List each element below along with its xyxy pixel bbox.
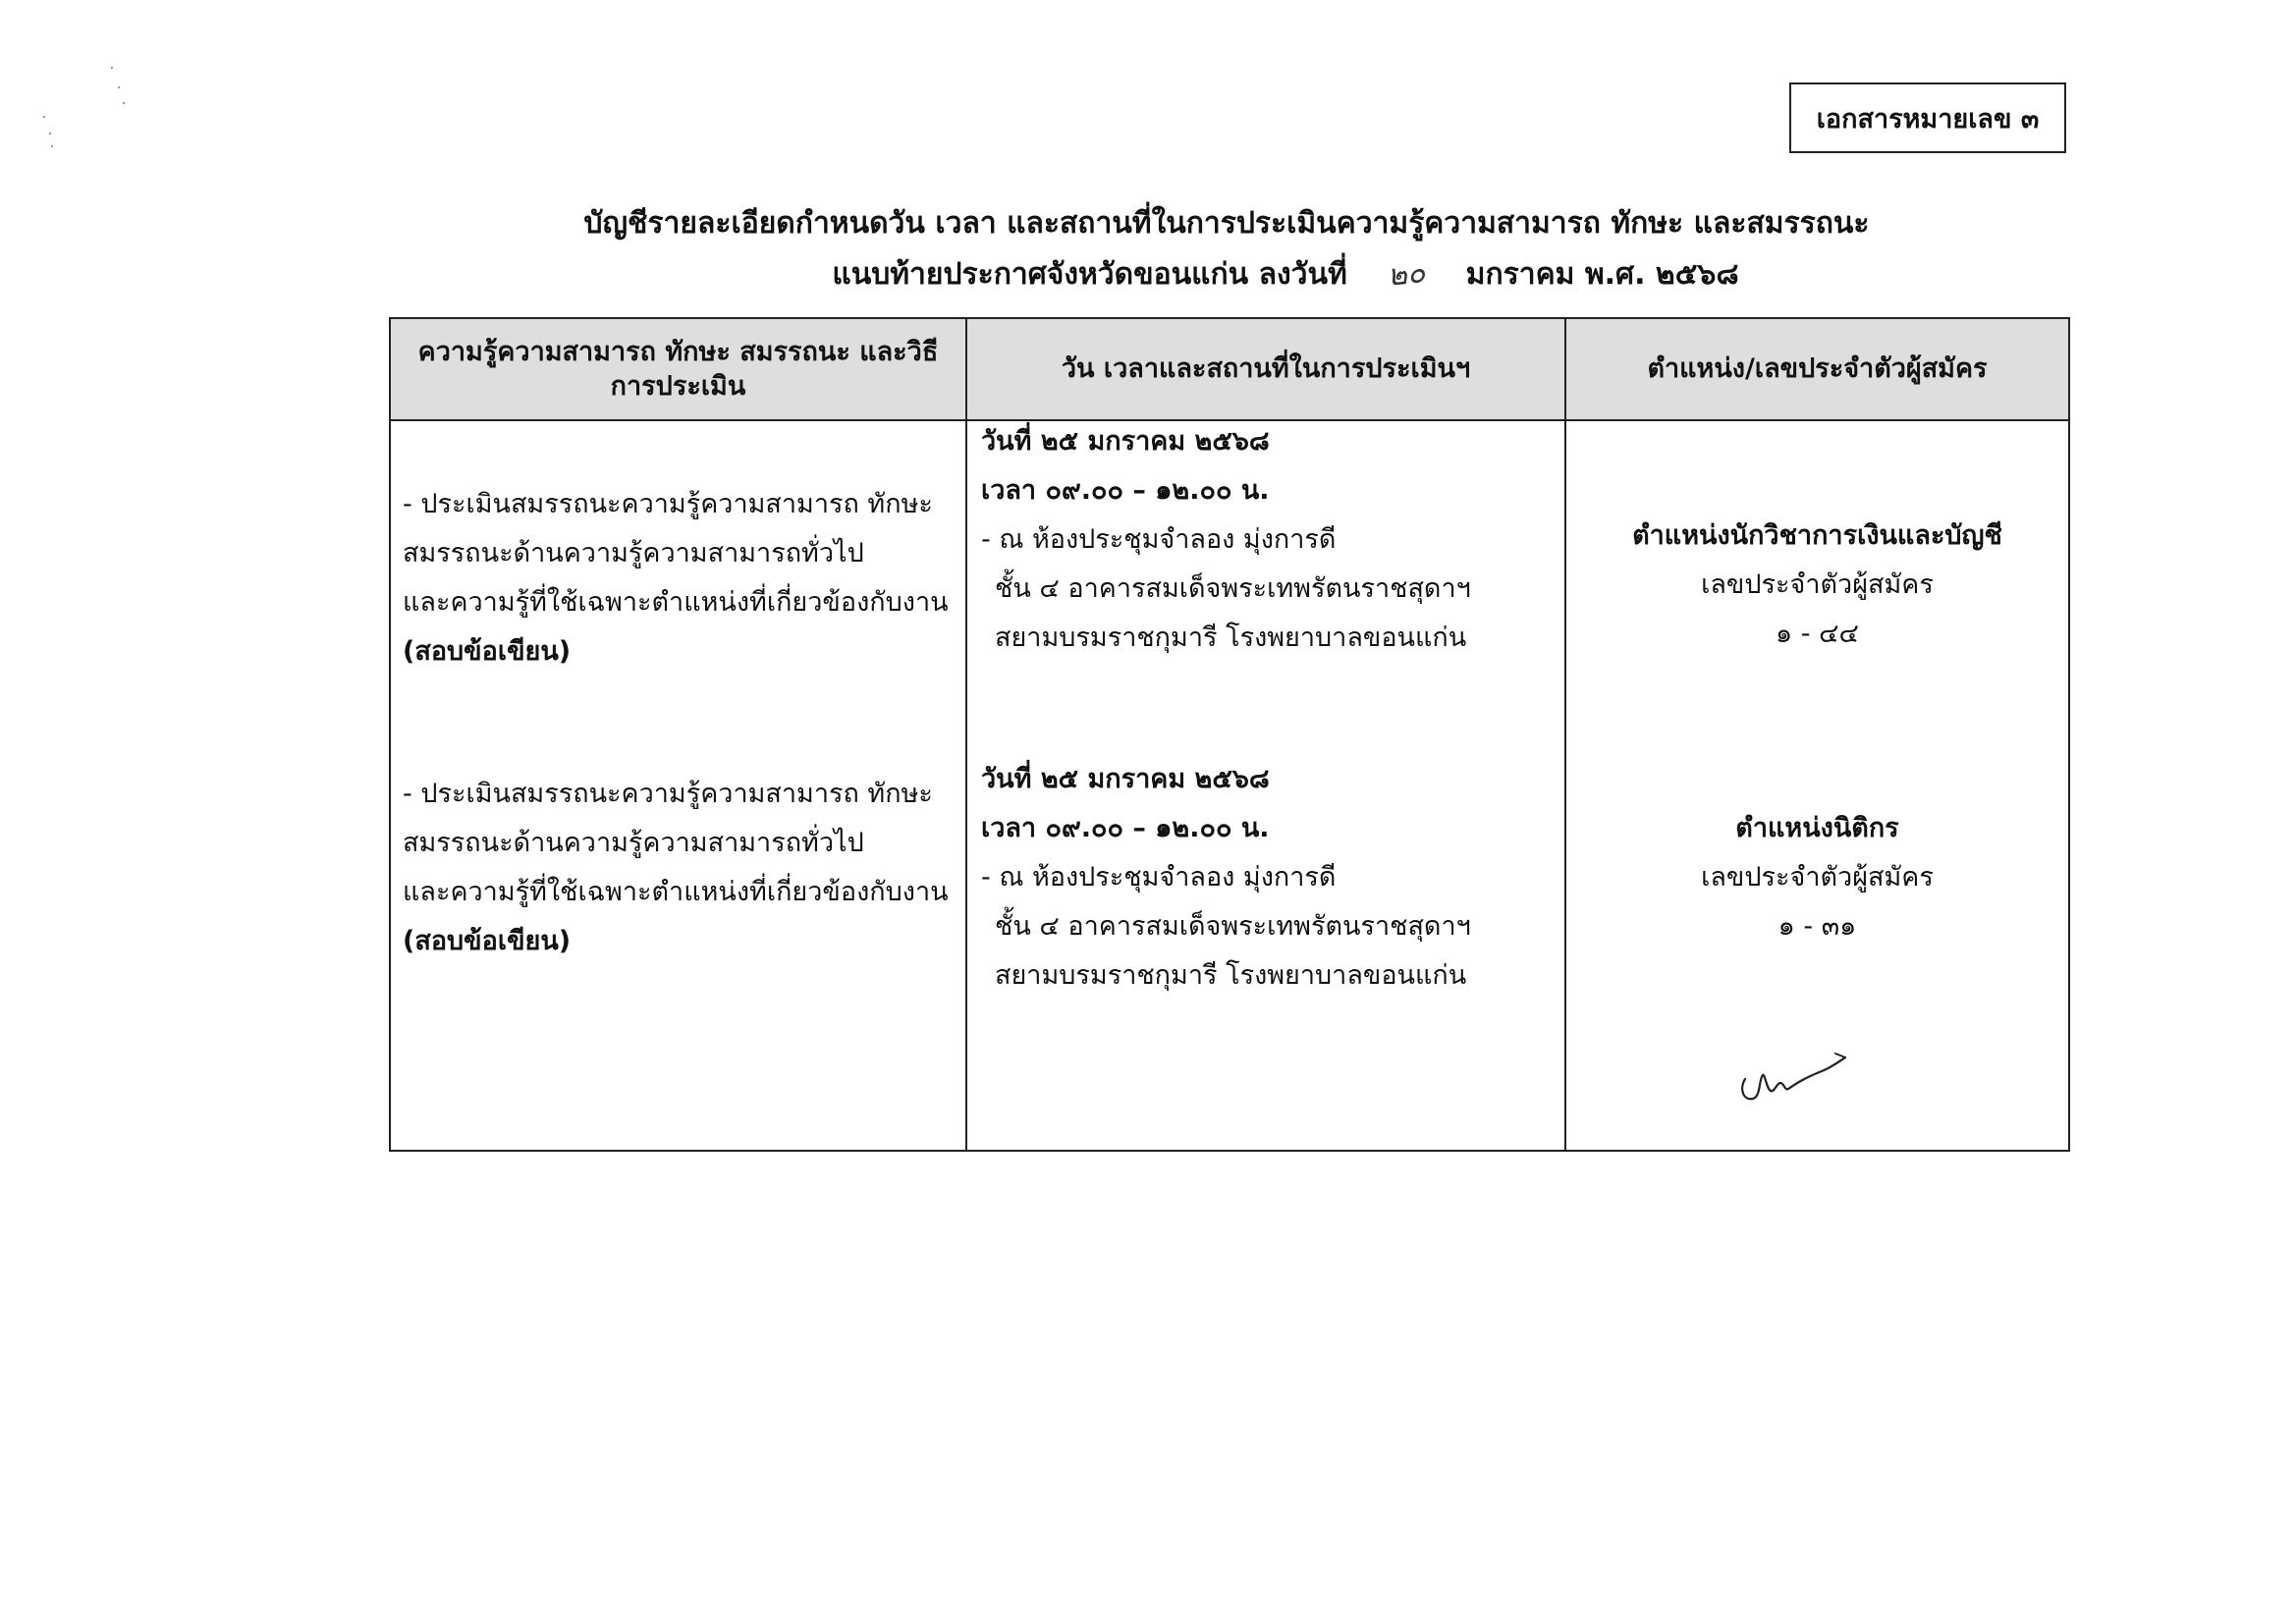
column-header-assessment: ความรู้ความสามารถ ทักษะ สมรรถนะ และวิธีการประเมิน xyxy=(390,318,966,420)
schedule-item-1: วันที่ ๒๕ มกราคม ๒๕๖๘ เวลา ๐๙.๐๐ – ๑๒.๐๐ น. - ณ ห้องประชุมจำลอง มุ่งการดี ชั้น ๔ อาคารสมเด็จพระเทพรัตนราชสุดาฯ สยามบรมราชกุมารี โรงพยาบาลขอนแก่น xyxy=(981,417,1471,663)
scan-speck xyxy=(111,67,113,69)
table-header-row xyxy=(390,318,2069,420)
schedule-table xyxy=(389,317,2070,1152)
position-title-2: ตำแหน่งนิติกร xyxy=(1735,813,1899,843)
position-cell xyxy=(1565,420,2069,1151)
column-header-schedule: วัน เวลาและสถานที่ในการประเมินฯ xyxy=(966,318,1565,420)
schedule-date-2: วันที่ ๒๕ มกราคม ๒๕๖๘ xyxy=(981,764,1270,794)
scan-speck xyxy=(49,133,51,135)
assessment-method-1: (สอบข้อเขียน) xyxy=(403,636,572,667)
schedule-time-1: เวลา ๐๙.๐๐ – ๑๒.๐๐ น. xyxy=(981,475,1270,506)
column-header-position: ตำแหน่ง/เลขประจำตัวผู้สมัคร xyxy=(1565,318,2069,420)
schedule-date-1: วันที่ ๒๕ มกราคม ๒๕๖๘ xyxy=(981,426,1270,457)
table-row xyxy=(390,420,2069,1151)
scan-speck xyxy=(51,145,53,147)
scan-speck xyxy=(43,116,45,118)
page-subtitle xyxy=(137,251,2296,298)
schedule-item-2: วันที่ ๒๕ มกราคม ๒๕๖๘ เวลา ๐๙.๐๐ – ๑๒.๐๐ น. - ณ ห้องประชุมจำลอง มุ่งการดี ชั้น ๔ อาคารสมเด็จพระเทพรัตนราชสุดาฯ สยามบรมราชกุมารี โรงพยาบาลขอนแก่น xyxy=(981,755,1471,1001)
assessment-item-2: - ประเมินสมรรถนะความรู้ความสามารถ ทักษะ สมรรถนะด้านความรู้ความสามารถทั่วไป และความรู้ที่ใช้เฉพาะตำแหน่งที่เกี่ยวข้องกับงาน (สอบข้อเขียน) xyxy=(391,770,949,966)
schedule-place-1: - ณ ห้องประชุมจำลอง มุ่งการดี xyxy=(981,524,1337,555)
handwritten-day: ๒๐ xyxy=(1386,255,1428,294)
schedule-cell xyxy=(966,420,1565,1151)
subtitle-suffix: มกราคม พ.ศ. ๒๕๖๘ xyxy=(1465,257,1739,292)
schedule-time-2: เวลา ๐๙.๐๐ – ๑๒.๐๐ น. xyxy=(981,813,1270,843)
page-title: บัญชีรายละเอียดกำหนดวัน เวลา และสถานที่ในการประเมินความรู้ความสามารถ ทักษะ และสมรรถนะ xyxy=(583,206,1870,241)
subtitle-prefix: แนบท้ายประกาศจังหวัดขอนแก่น ลงวันที่ xyxy=(832,257,1347,292)
document-number: เอกสารหมายเลข ๓ xyxy=(1816,103,2040,135)
signature-mark xyxy=(1733,1050,1851,1109)
applicant-range-2: ๑ - ๓๑ xyxy=(1777,911,1857,942)
schedule-place-2: - ณ ห้องประชุมจำลอง มุ่งการดี xyxy=(981,862,1337,893)
assessment-item-1: - ประเมินสมรรถนะความรู้ความสามารถ ทักษะ สมรรถนะด้านความรู้ความสามารถทั่วไป และความรู้ที่ใช้เฉพาะตำแหน่งที่เกี่ยวข้องกับงาน (สอบข้อเขียน) xyxy=(391,480,949,676)
scan-speck xyxy=(118,86,120,88)
position-item-2: ตำแหน่งนิติกร เลขประจำตัวผู้สมัคร ๑ - ๓๑ xyxy=(1566,804,2068,951)
applicant-range-1: ๑ - ๔๔ xyxy=(1776,619,1859,649)
assessment-method-2: (สอบข้อเขียน) xyxy=(403,926,572,956)
assessment-cell xyxy=(390,420,966,1151)
document-number-box xyxy=(1789,82,2066,153)
position-item-1: ตำแหน่งนักวิชาการเงินและบัญชี เลขประจำตัวผู้สมัคร ๑ - ๔๔ xyxy=(1566,512,2068,659)
position-title-1: ตำแหน่งนักวิชาการเงินและบัญชี xyxy=(1632,520,2002,551)
scan-speck xyxy=(123,102,125,104)
